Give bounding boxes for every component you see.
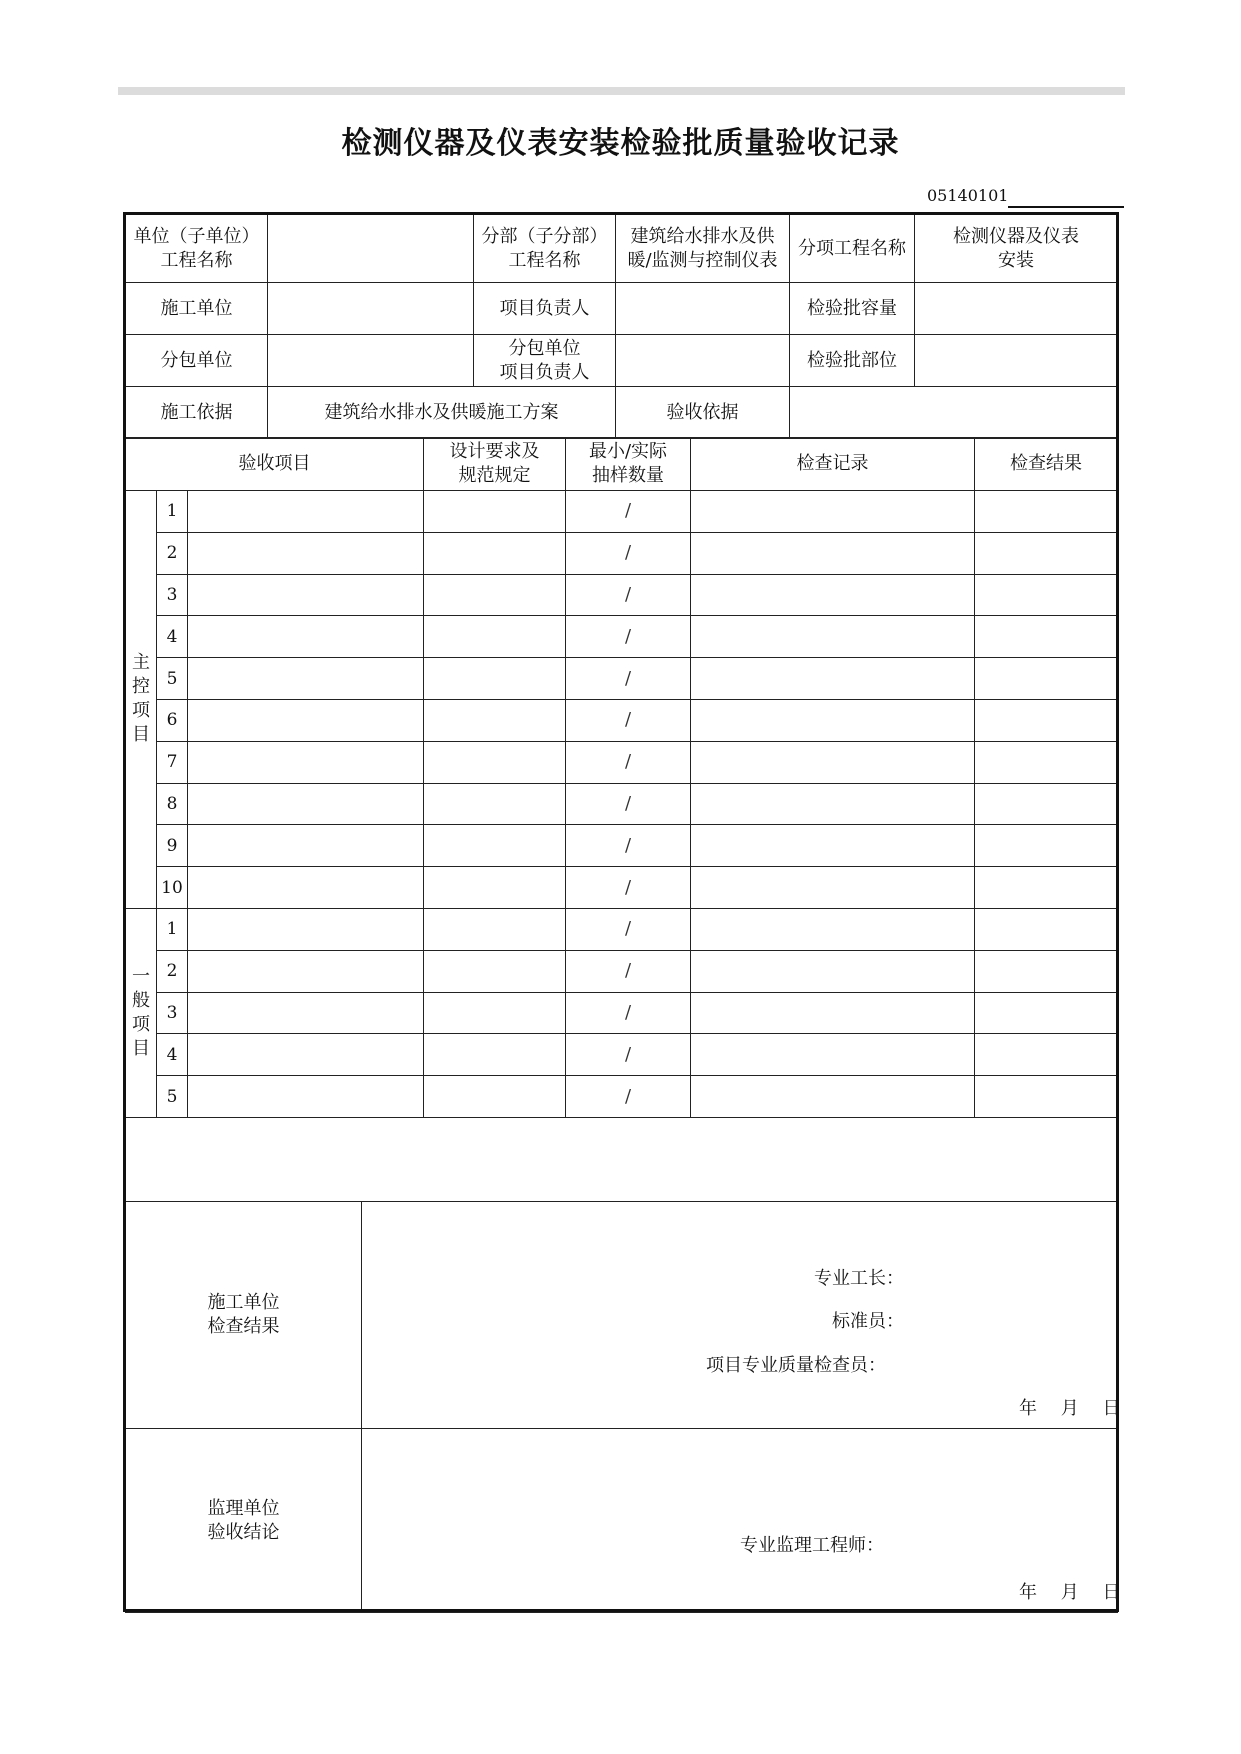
inspection-result[interactable] xyxy=(975,950,1118,992)
design-requirement[interactable] xyxy=(424,491,566,533)
general-rows xyxy=(126,908,1118,1117)
item-content[interactable] xyxy=(188,908,424,950)
inspection-record[interactable] xyxy=(691,616,975,658)
table-row xyxy=(126,992,1118,1034)
row-number: 10 xyxy=(157,867,188,909)
main-control-rows xyxy=(126,491,1118,909)
row-number: 2 xyxy=(157,950,188,992)
design-requirement[interactable] xyxy=(424,1034,566,1076)
sample-quantity[interactable]: / xyxy=(566,574,691,616)
inspection-result[interactable] xyxy=(975,1034,1118,1076)
item-content[interactable] xyxy=(188,992,424,1034)
batch-location-value[interactable] xyxy=(915,335,1118,387)
subitem-value-line1: 检测仪器及仪表 xyxy=(953,225,1079,247)
design-requirement[interactable] xyxy=(424,532,566,574)
inspection-result[interactable] xyxy=(975,574,1118,616)
sample-quantity[interactable]: / xyxy=(566,699,691,741)
row-number: 5 xyxy=(157,1076,188,1118)
sample-quantity[interactable]: / xyxy=(566,1076,691,1118)
table-row xyxy=(126,908,1118,950)
design-requirement[interactable] xyxy=(424,1076,566,1118)
main-control-label-char: 主 xyxy=(132,652,150,674)
division-name-label xyxy=(474,215,616,283)
general-label-char: 一 xyxy=(132,965,150,987)
row-number: 5 xyxy=(157,658,188,700)
inspection-result[interactable] xyxy=(975,783,1118,825)
inspection-result[interactable] xyxy=(975,616,1118,658)
item-content[interactable] xyxy=(188,867,424,909)
col-design-requirement xyxy=(424,438,566,491)
design-requirement[interactable] xyxy=(424,783,566,825)
item-content[interactable] xyxy=(188,825,424,867)
sample-quantity[interactable]: / xyxy=(566,1034,691,1076)
construction-basis-label: 施工依据 xyxy=(126,387,268,439)
contractor-check-label-line2: 检查结果 xyxy=(207,1316,280,1337)
row-number: 1 xyxy=(157,908,188,950)
row-number: 3 xyxy=(157,992,188,1034)
table-row xyxy=(126,699,1118,741)
inspection-result[interactable] xyxy=(975,867,1118,909)
signature-table xyxy=(125,1201,1121,1613)
sample-quantity[interactable]: / xyxy=(566,491,691,533)
supervising-engineer-label: 专业监理工程师： xyxy=(740,1535,884,1556)
general-label-char: 般 xyxy=(132,989,150,1011)
item-content[interactable] xyxy=(188,699,424,741)
subcontractor-value[interactable] xyxy=(268,335,474,387)
sample-quantity[interactable]: / xyxy=(566,783,691,825)
inspection-record[interactable] xyxy=(691,950,975,992)
main-control-label-char: 控 xyxy=(132,676,150,698)
row-number: 1 xyxy=(157,491,188,533)
form-code: 05140101 xyxy=(927,186,1009,205)
design-requirement[interactable] xyxy=(424,658,566,700)
inspection-result[interactable] xyxy=(975,1076,1118,1118)
supervisor-date: 年 月 日 xyxy=(1019,1582,1121,1603)
unit-name-label xyxy=(126,215,268,283)
batch-capacity-label: 检验批容量 xyxy=(790,283,915,335)
row-number: 6 xyxy=(157,699,188,741)
inspection-record[interactable] xyxy=(691,908,975,950)
col-sample-quantity xyxy=(566,438,691,491)
division-label-line2: 工程名称 xyxy=(508,249,581,271)
subitem-name-label: 分项工程名称 xyxy=(790,215,915,283)
col-design-line1: 设计要求及 xyxy=(449,441,540,462)
row-number: 4 xyxy=(157,1034,188,1076)
sample-quantity[interactable]: / xyxy=(566,532,691,574)
col-design-line2: 规范规定 xyxy=(458,465,531,486)
subcontractor-label: 分包单位 xyxy=(126,335,268,387)
col-sample-line2: 抽样数量 xyxy=(592,465,665,486)
construction-basis-value[interactable]: 建筑给水排水及供暖施工方案 xyxy=(268,387,616,439)
subitem-name-value[interactable] xyxy=(915,215,1118,283)
inspection-record[interactable] xyxy=(691,741,975,783)
item-content[interactable] xyxy=(188,491,424,533)
acceptance-basis-value[interactable] xyxy=(790,387,1118,439)
division-value-line1: 建筑给水排水及供 xyxy=(630,225,775,247)
design-requirement[interactable] xyxy=(424,867,566,909)
contractor-date: 年 月 日 xyxy=(1019,1398,1121,1419)
page-title: 检测仪器及仪表安装检验批质量验收记录 xyxy=(341,126,900,161)
inspection-result[interactable] xyxy=(975,658,1118,700)
row-number: 9 xyxy=(157,825,188,867)
table-row xyxy=(126,574,1118,616)
inspection-result[interactable] xyxy=(975,491,1118,533)
item-content[interactable] xyxy=(188,741,424,783)
general-section-label xyxy=(126,908,157,1117)
inspection-result[interactable] xyxy=(975,741,1118,783)
design-requirement[interactable] xyxy=(424,992,566,1034)
table-row xyxy=(126,825,1118,867)
col-inspection-record: 检查记录 xyxy=(691,438,975,491)
item-content[interactable] xyxy=(188,1076,424,1118)
inspection-table xyxy=(125,437,1118,1118)
main-control-label-char: 项 xyxy=(132,700,150,722)
inspection-record[interactable] xyxy=(691,658,975,700)
design-requirement[interactable] xyxy=(424,908,566,950)
supervisor-check-label xyxy=(126,1429,362,1613)
design-requirement[interactable] xyxy=(424,616,566,658)
form-code-underline xyxy=(1008,206,1124,208)
design-requirement[interactable] xyxy=(424,574,566,616)
subitem-value-line2: 安装 xyxy=(998,249,1034,271)
table-row xyxy=(126,616,1118,658)
inspection-record[interactable] xyxy=(691,532,975,574)
table-row xyxy=(126,741,1118,783)
sample-quantity[interactable]: / xyxy=(566,616,691,658)
sample-quantity[interactable]: / xyxy=(566,741,691,783)
col-sample-line1: 最小/实际 xyxy=(588,441,668,462)
inspection-record[interactable] xyxy=(691,1034,975,1076)
inspection-record[interactable] xyxy=(691,699,975,741)
standard-officer-label: 标准员： xyxy=(832,1311,904,1332)
quality-inspector-label: 项目专业质量检查员： xyxy=(706,1355,886,1376)
table-row xyxy=(126,1034,1118,1076)
table-row xyxy=(126,1076,1118,1118)
inspection-result[interactable] xyxy=(975,699,1118,741)
design-requirement[interactable] xyxy=(424,741,566,783)
sample-quantity[interactable]: / xyxy=(566,658,691,700)
inspection-record[interactable] xyxy=(691,1076,975,1118)
inspection-record[interactable] xyxy=(691,825,975,867)
general-label-char: 项 xyxy=(132,1013,150,1035)
project-manager-label: 项目负责人 xyxy=(474,283,616,335)
acceptance-basis-label: 验收依据 xyxy=(616,387,790,439)
inspection-result[interactable] xyxy=(975,825,1118,867)
row-number: 4 xyxy=(157,616,188,658)
sub-manager-value[interactable] xyxy=(616,335,790,387)
inspection-record[interactable] xyxy=(691,992,975,1034)
table-row xyxy=(126,783,1118,825)
col-inspection-result: 检查结果 xyxy=(975,438,1118,491)
sample-quantity[interactable]: / xyxy=(566,950,691,992)
item-content[interactable] xyxy=(188,1034,424,1076)
item-content[interactable] xyxy=(188,574,424,616)
supervisor-check-area[interactable] xyxy=(362,1429,1121,1613)
project-manager-value[interactable] xyxy=(616,283,790,335)
contractor-check-area[interactable] xyxy=(362,1202,1121,1429)
sub-manager-label-line2: 项目负责人 xyxy=(499,361,590,383)
contractor-value[interactable] xyxy=(268,283,474,335)
row-number: 7 xyxy=(157,741,188,783)
division-name-value[interactable] xyxy=(616,215,790,283)
design-requirement[interactable] xyxy=(424,699,566,741)
sub-manager-label xyxy=(474,335,616,387)
row-number: 2 xyxy=(157,532,188,574)
inspection-result[interactable] xyxy=(975,908,1118,950)
supervisor-check-label-line2: 验收结论 xyxy=(207,1521,280,1543)
general-label-char: 目 xyxy=(132,1037,150,1059)
table-row xyxy=(126,491,1118,533)
unit-label-line1: 单位（子单位） xyxy=(133,225,260,247)
contractor-check-label xyxy=(126,1202,362,1429)
col-acceptance-item: 验收项目 xyxy=(126,438,424,491)
row-number: 3 xyxy=(157,574,188,616)
table-row xyxy=(126,867,1118,909)
contractor-label: 施工单位 xyxy=(126,283,268,335)
design-requirement[interactable] xyxy=(424,825,566,867)
batch-capacity-value[interactable] xyxy=(915,283,1118,335)
sub-manager-label-line1: 分包单位 xyxy=(508,337,581,359)
item-content[interactable] xyxy=(188,616,424,658)
inspection-record[interactable] xyxy=(691,867,975,909)
sample-quantity[interactable]: / xyxy=(566,825,691,867)
sample-quantity[interactable]: / xyxy=(566,867,691,909)
table-row xyxy=(126,658,1118,700)
table-row xyxy=(126,532,1118,574)
division-value-line2: 暖/监测与控制仪表 xyxy=(627,249,778,271)
foreman-label: 专业工长： xyxy=(814,1268,904,1289)
supervisor-check-label-line1: 监理单位 xyxy=(207,1497,280,1519)
main-control-section-label xyxy=(126,491,157,909)
inspection-record[interactable] xyxy=(691,491,975,533)
unit-label-line2: 工程名称 xyxy=(160,249,233,271)
row-number: 8 xyxy=(157,783,188,825)
sample-quantity[interactable]: / xyxy=(566,908,691,950)
top-rule xyxy=(118,87,1125,95)
table-row xyxy=(126,950,1118,992)
inspection-record[interactable] xyxy=(691,574,975,616)
main-control-label-char: 目 xyxy=(132,724,150,746)
item-content[interactable] xyxy=(188,950,424,992)
item-content[interactable] xyxy=(188,658,424,700)
item-content[interactable] xyxy=(188,532,424,574)
inspection-result[interactable] xyxy=(975,992,1118,1034)
design-requirement[interactable] xyxy=(424,950,566,992)
contractor-check-label-line1: 施工单位 xyxy=(207,1292,280,1313)
division-label-line1: 分部（子分部） xyxy=(481,225,608,247)
header-table xyxy=(125,214,1118,439)
inspection-record[interactable] xyxy=(691,783,975,825)
item-content[interactable] xyxy=(188,783,424,825)
unit-name-value[interactable] xyxy=(268,215,474,283)
batch-location-label: 检验批部位 xyxy=(790,335,915,387)
inspection-result[interactable] xyxy=(975,532,1118,574)
sample-quantity[interactable]: / xyxy=(566,992,691,1034)
